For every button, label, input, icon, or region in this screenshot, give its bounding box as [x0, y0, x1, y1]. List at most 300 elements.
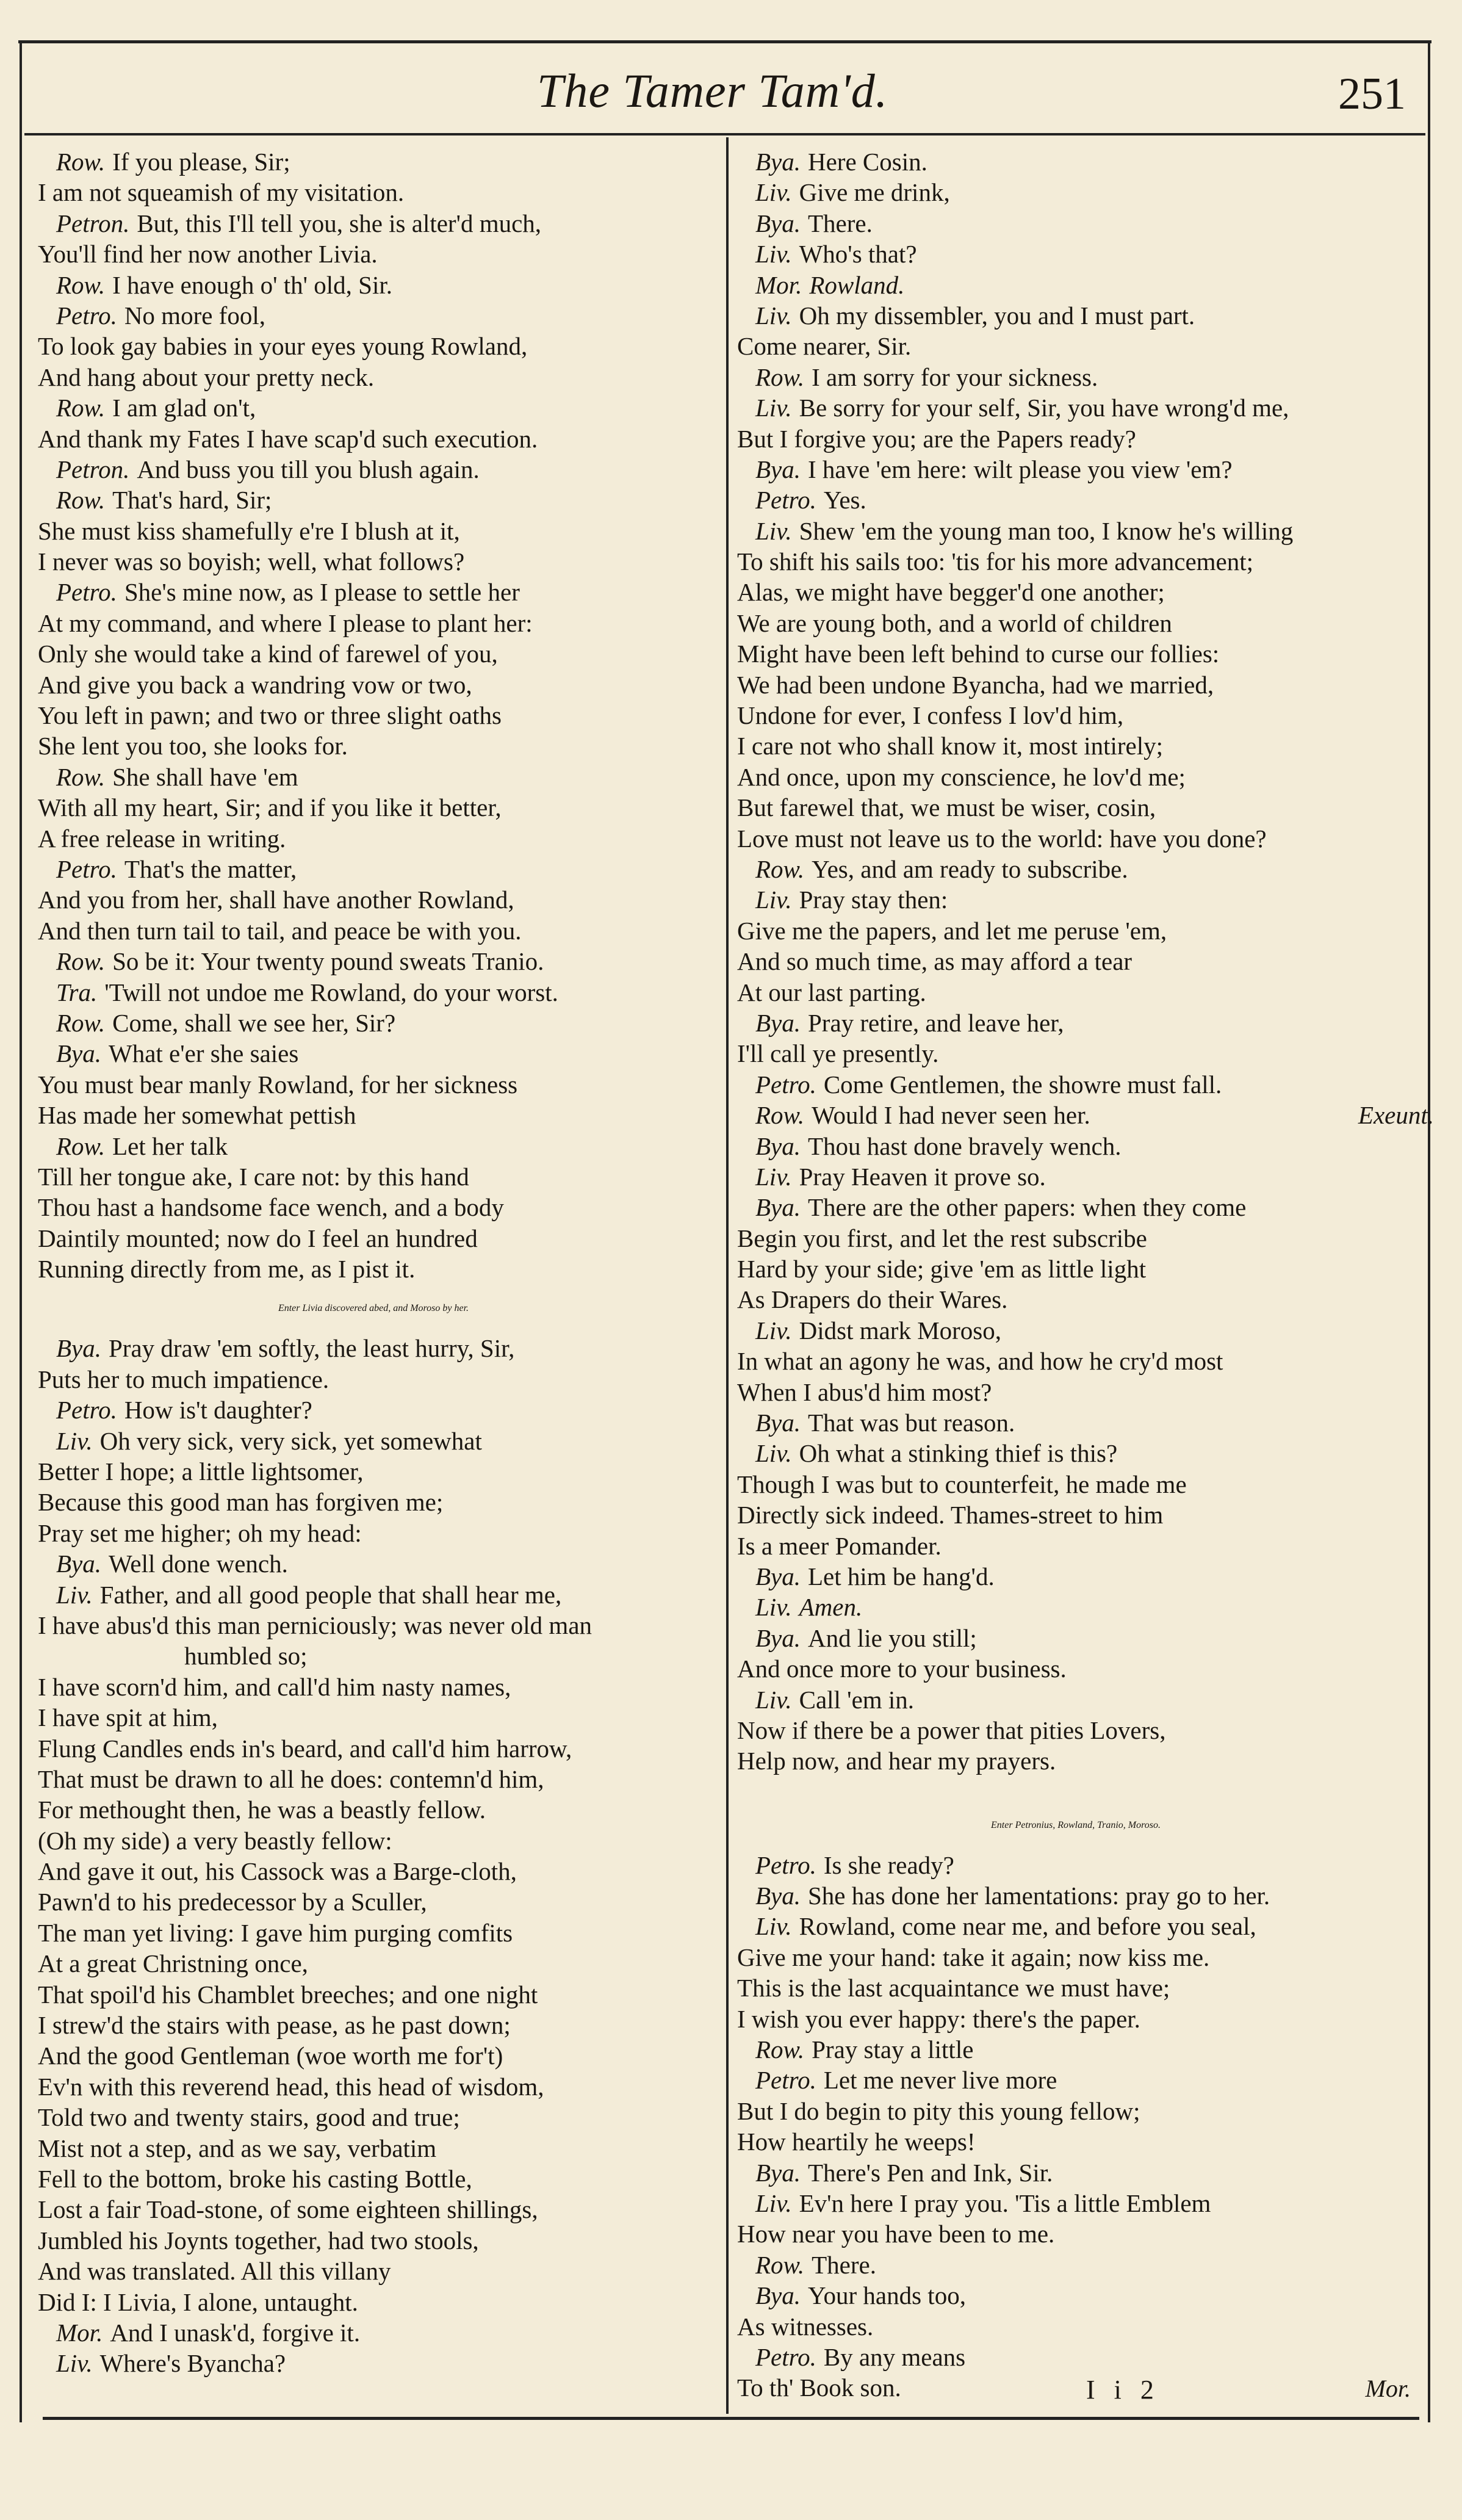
text-line	[737, 1500, 1414, 1530]
line-text: Told two and twenty stairs, good and true;	[38, 2103, 460, 2132]
text-line	[38, 177, 709, 208]
text-line	[737, 1684, 1414, 1715]
text-line	[737, 1254, 1414, 1284]
left-column-lines	[38, 146, 709, 1284]
text-line	[737, 485, 1414, 515]
line-text: I am sorry for your sickness.	[812, 363, 1098, 391]
text-line	[38, 792, 709, 823]
speaker-name: Bya.	[56, 1550, 101, 1578]
text-line	[38, 546, 709, 577]
line-text: I have enough o' th' old, Sir.	[112, 270, 392, 299]
column-divider	[726, 137, 729, 2414]
text-line	[38, 516, 709, 546]
text-line	[38, 1764, 709, 1794]
speaker-name: Petro.	[56, 578, 117, 607]
text-line	[38, 331, 709, 361]
exit-direction: Exeunt.	[1358, 1101, 1434, 1130]
left-column	[38, 146, 709, 2379]
speaker-name: Liv.	[56, 1426, 93, 1455]
line-text: You must bear manly Rowland, for her sickness	[38, 1070, 518, 1099]
line-text: And gave it out, his Cassock was a Barge-cloth,	[38, 1857, 517, 1886]
line-text: She has done her lamentations: pray go to her.	[808, 1882, 1270, 1910]
text-line	[737, 1653, 1414, 1684]
running-title: The Tamer Tam'd.	[537, 64, 888, 117]
line-text: So be it: Your twenty pound sweats Tranio.	[112, 947, 544, 976]
text-line	[38, 1038, 709, 1069]
line-text: Be sorry for your self, Sir, you have wrong'd me,	[799, 394, 1289, 422]
speaker-name: Row.	[56, 1008, 106, 1037]
text-line	[38, 1223, 709, 1254]
text-line	[737, 2219, 1414, 2249]
line-text: As Drapers do their Wares.	[737, 1285, 1008, 1314]
line-text: But farewel that, we must be wiser, cosin,	[737, 793, 1156, 822]
line-text: There's Pen and Ink, Sir.	[808, 2158, 1053, 2187]
text-line	[737, 915, 1414, 946]
speaker-name: Petro.	[755, 486, 816, 514]
line-text: At a great Christning once,	[38, 1949, 308, 1978]
text-line	[38, 946, 709, 977]
text-line	[38, 608, 709, 638]
line-text: That must be drawn to all he does: contemn'd him,	[38, 1764, 544, 1793]
speaker-name: Row.	[755, 854, 805, 883]
line-text: I have spit at him,	[38, 1703, 218, 1732]
text-line	[737, 577, 1414, 607]
text-line	[38, 1702, 709, 1733]
text-line	[737, 1880, 1414, 1911]
speaker-name: Liv.	[755, 1439, 792, 1468]
text-line	[38, 1548, 709, 1579]
line-text: Where's Byancha?	[99, 2349, 286, 2378]
speaker-name: Petro.	[755, 1850, 816, 1879]
line-text: Better I hope; a little lightsomer,	[38, 1457, 364, 1486]
speaker-name: Petro.	[56, 301, 117, 330]
line-text: If you please, Sir;	[112, 148, 290, 176]
line-text: But I forgive you; are the Papers ready?	[737, 424, 1136, 453]
line-text: That's the matter,	[124, 854, 297, 883]
line-text: I'll call ye presently.	[737, 1039, 939, 1068]
text-line	[737, 1315, 1414, 1346]
line-text: Help now, and hear my prayers.	[737, 1747, 1056, 1775]
line-text: Oh very sick, very sick, yet somewhat	[99, 1426, 482, 1455]
line-text: Your hands too,	[808, 2281, 966, 2310]
text-line	[38, 454, 709, 485]
text-line	[737, 1942, 1414, 1973]
text-line	[737, 670, 1414, 700]
speaker-name: Row.	[755, 2250, 805, 2279]
text-line	[737, 2188, 1414, 2219]
speaker-name: Bya.	[755, 1562, 801, 1590]
line-text: Till her tongue ake, I care not: by this hand	[38, 1162, 469, 1191]
speaker-name: Liv.	[755, 240, 792, 269]
line-text: Fell to the bottom, broke his casting Bottle,	[38, 2165, 472, 2193]
text-line	[38, 1979, 709, 2010]
text-line	[38, 485, 709, 515]
line-text: Has made her somewhat pettish	[38, 1101, 356, 1130]
text-line	[38, 1948, 709, 1979]
speaker-name: Bya.	[56, 1334, 101, 1363]
line-text: Is she ready?	[823, 1850, 954, 1879]
line-text: Directly sick indeed. Thames-street to him	[737, 1501, 1164, 1529]
line-text: Thou hast a handsome face wench, and a body	[38, 1193, 504, 1222]
speaker-name: Row.	[56, 270, 106, 299]
line-text: To look gay babies in your eyes young Rowland,	[38, 332, 528, 361]
text-line	[737, 1346, 1414, 1376]
text-line	[737, 1561, 1414, 1592]
speaker-name: Bya.	[755, 209, 801, 237]
text-line	[38, 1856, 709, 1886]
text-line	[38, 1610, 709, 1641]
text-line	[38, 1192, 709, 1222]
text-line	[38, 1794, 709, 1825]
text-line	[38, 762, 709, 792]
frame-right-rule	[1428, 40, 1430, 2422]
speaker-name: Row.	[56, 148, 106, 176]
line-text: And then turn tail to tail, and peace be with you.	[38, 916, 522, 945]
text-line	[38, 2194, 709, 2225]
text-line	[737, 2157, 1414, 2188]
text-line	[38, 1518, 709, 1548]
line-text: Pray stay then:	[799, 886, 948, 914]
line-text: Did I: I Livia, I alone, untaught.	[38, 2287, 358, 2316]
text-line	[737, 1008, 1414, 1038]
line-text: Pawn'd to his predecessor by a Sculler,	[38, 1888, 427, 1916]
line-text: No more fool,	[124, 301, 265, 330]
line-text: Give me drink,	[799, 178, 950, 207]
line-text: Love must not leave us to the world: have you done?	[737, 824, 1267, 853]
text-line	[737, 823, 1414, 854]
text-line	[38, 1100, 709, 1130]
line-text: Oh my dissembler, you and I must part.	[799, 301, 1195, 330]
text-line	[38, 2348, 709, 2378]
line-text: Oh what a stinking thief is this?	[799, 1439, 1118, 1468]
text-line	[737, 638, 1414, 669]
speaker-name: Liv.	[755, 886, 792, 914]
line-text: I never was so boyish; well, what follows?	[38, 547, 465, 576]
line-text: Ev'n here I pray you. 'Tis a little Emblem	[799, 2189, 1211, 2217]
text-line	[38, 1672, 709, 1702]
text-line	[38, 823, 709, 854]
line-text: That's hard, Sir;	[112, 486, 272, 514]
line-text: How heartily he weeps!	[737, 2128, 976, 2156]
line-text: I am glad on't,	[112, 394, 256, 422]
text-line	[737, 731, 1414, 761]
text-line	[737, 1715, 1414, 1746]
text-line	[737, 516, 1414, 546]
line-text: Ev'n with this reverend head, this head of wisdom,	[38, 2072, 544, 2101]
speaker-name: Bya.	[755, 1409, 801, 1437]
text-line	[737, 424, 1414, 454]
speaker-name: Petro.	[755, 2066, 816, 2095]
speaker-name: Petron.	[56, 455, 130, 483]
line-text: I wish you ever happy: there's the paper.	[737, 2004, 1140, 2033]
text-line	[38, 1733, 709, 1764]
line-text: And buss you till you blush again.	[137, 455, 480, 483]
line-text: Might have been left behind to curse our follies:	[737, 640, 1220, 668]
text-line	[38, 1069, 709, 1100]
line-text: Let him be hang'd.	[808, 1562, 995, 1590]
line-text: And you from her, shall have another Rowland,	[38, 886, 514, 914]
text-line	[38, 424, 709, 454]
line-text: There are the other papers: when they come	[808, 1193, 1247, 1222]
speaker-name: Liv.	[755, 516, 792, 545]
line-text: In what an agony he was, and how he cry'd most	[737, 1347, 1223, 1376]
text-line	[737, 208, 1414, 239]
line-text: I have scorn'd him, and call'd him nasty names,	[38, 1672, 511, 1701]
text-line	[737, 1592, 1414, 1622]
line-text: But I do begin to pity this young fellow;	[737, 2096, 1140, 2125]
text-line	[38, 2317, 709, 2348]
speaker-name: Petron.	[56, 209, 130, 237]
text-line	[38, 2102, 709, 2132]
text-line	[38, 1364, 709, 1395]
line-text: Come, shall we see her, Sir?	[112, 1008, 396, 1037]
text-line	[38, 2225, 709, 2256]
text-line	[737, 2372, 1414, 2403]
line-text: Who's that?	[799, 240, 917, 269]
speaker-name: Row.	[56, 947, 106, 976]
line-text: Begin you first, and let the rest subscribe	[737, 1224, 1147, 1252]
line-text: And lie you still;	[808, 1623, 977, 1652]
line-text: This is the last acquaintance we must have;	[737, 1974, 1170, 2002]
line-text: At our last parting.	[737, 978, 926, 1006]
line-text: Undone for ever, I confess I lov'd him,	[737, 701, 1124, 730]
line-text: Is a meer Pomander.	[737, 1531, 942, 1560]
speaker-name: Bya.	[755, 1193, 801, 1222]
text-line	[38, 1254, 709, 1284]
text-line	[38, 270, 709, 300]
speaker-name: Bya.	[755, 1623, 801, 1652]
speaker-name: Liv.	[755, 1685, 792, 1714]
text-line	[38, 2010, 709, 2040]
speaker-name: Petro.	[56, 854, 117, 883]
text-line	[38, 1825, 709, 1856]
speaker-name: Liv.	[755, 2189, 792, 2217]
text-line	[38, 638, 709, 669]
text-line	[38, 2071, 709, 2102]
text-line	[38, 1161, 709, 1192]
line-text: To th' Book son.	[737, 2374, 901, 2402]
speaker-name: Liv.	[755, 1316, 792, 1345]
line-text: She shall have 'em	[112, 762, 298, 791]
text-line	[38, 1333, 709, 1363]
text-line	[737, 1850, 1414, 1880]
speaker-name: Petro.	[755, 1070, 816, 1099]
line-text: Pray stay a little	[812, 2035, 974, 2064]
line-text: Pray set me higher; oh my head:	[38, 1518, 362, 1547]
text-line	[38, 1886, 709, 1917]
line-text: Yes.	[823, 486, 866, 514]
text-line	[38, 1008, 709, 1038]
speaker-name: Liv.	[755, 1912, 792, 1941]
text-line	[38, 700, 709, 731]
signature-mark: I i 2	[1086, 2375, 1160, 2405]
text-line	[737, 2034, 1414, 2065]
text-line	[737, 1192, 1414, 1222]
text-line	[737, 300, 1414, 331]
speaker-name: Row.	[755, 2035, 805, 2064]
text-line	[737, 362, 1414, 392]
text-line	[737, 1161, 1414, 1192]
line-text: Rowland.	[809, 270, 905, 299]
line-text: Flung Candles ends in's beard, and call'd him harrow,	[38, 1734, 572, 1763]
line-text: That was but reason.	[808, 1409, 1015, 1437]
text-line	[38, 2040, 709, 2071]
text-line	[38, 2133, 709, 2164]
text-line	[38, 1395, 709, 1425]
catchword: Mor.	[1365, 2375, 1411, 2402]
text-line	[737, 331, 1414, 361]
text-line	[737, 2004, 1414, 2034]
text-line	[38, 1426, 709, 1456]
text-line	[737, 1284, 1414, 1315]
speaker-name: Bya.	[755, 1008, 801, 1037]
page-number: 251	[1338, 69, 1406, 119]
text-line	[737, 792, 1414, 823]
text-line	[38, 392, 709, 423]
line-text: And hang about your pretty neck.	[38, 363, 375, 391]
text-line	[737, 2342, 1414, 2372]
text-line	[737, 1223, 1414, 1254]
line-text: She must kiss shamefully e're I blush at it,	[38, 516, 460, 545]
speaker-name: Liv.	[56, 1580, 93, 1609]
line-text: That spoil'd his Chamblet breeches; and one night	[38, 1980, 538, 2009]
left-column-lines-2	[38, 1333, 709, 2378]
text-line	[737, 2311, 1414, 2342]
line-text: Now if there be a power that pities Lovers,	[737, 1716, 1166, 1744]
line-text: And once more to your business.	[737, 1655, 1067, 1683]
line-text: Pray draw 'em softly, the least hurry, Sir,	[109, 1334, 515, 1363]
line-text: Running directly from me, as I pist it.	[38, 1255, 416, 1283]
line-text: Thou hast done bravely wench.	[808, 1132, 1122, 1160]
line-text: I have abus'd this man perniciously; was never old man	[38, 1611, 592, 1639]
line-text: And the good Gentleman (woe worth me for't)	[38, 2042, 503, 2070]
text-line	[38, 239, 709, 269]
line-text: Pray Heaven it prove so.	[799, 1162, 1046, 1191]
text-line	[737, 454, 1414, 485]
frame-top-rule	[18, 40, 1431, 43]
line-text: And give you back a wandring vow or two,	[38, 670, 472, 699]
line-text: For methought then, he was a beastly fellow.	[38, 1796, 486, 1824]
line-text: Only she would take a kind of farewel of you,	[38, 640, 498, 668]
speaker-name: Liv.	[755, 301, 792, 330]
line-text: Mist not a step, and as we say, verbatim	[38, 2134, 437, 2162]
speaker-name: Liv.	[755, 1593, 792, 1622]
text-line	[737, 177, 1414, 208]
line-text: And was translated. All this villany	[38, 2257, 391, 2286]
text-line	[737, 239, 1414, 269]
line-text: Yes, and am ready to subscribe.	[812, 854, 1128, 883]
text-line	[737, 884, 1414, 915]
line-text: How near you have been to me.	[737, 2220, 1055, 2248]
text-line	[38, 300, 709, 331]
line-text: She lent you too, she looks for.	[38, 732, 348, 760]
line-text: Puts her to much impatience.	[38, 1365, 329, 1393]
speaker-name: Bya.	[755, 1132, 801, 1160]
line-text: I have 'em here: wilt please you view 'em?	[808, 455, 1233, 483]
text-line	[737, 1069, 1414, 1100]
text-line	[737, 1131, 1414, 1161]
text-line	[38, 1456, 709, 1487]
frame-left-rule	[20, 40, 22, 2422]
line-text: Daintily mounted; now do I feel an hundred	[38, 1224, 478, 1252]
text-line	[737, 2065, 1414, 2095]
speaker-name: Liv.	[755, 394, 792, 422]
text-line	[737, 1038, 1414, 1069]
right-column-lines	[737, 146, 1434, 1777]
line-text: Didst mark Moroso,	[799, 1316, 1002, 1345]
text-line	[737, 1911, 1414, 1941]
text-line	[737, 762, 1414, 792]
right-column-lines-2	[737, 1850, 1414, 2403]
text-line	[38, 670, 709, 700]
speaker-name: Row.	[56, 394, 106, 422]
text-line	[737, 1531, 1414, 1561]
speaker-name: Bya.	[755, 2281, 801, 2310]
line-text: (Oh my side) a very beastly fellow:	[38, 1826, 392, 1855]
line-text: Because this good man has forgiven me;	[38, 1488, 444, 1517]
speaker-name: Liv.	[755, 1162, 792, 1191]
line-text: Well done wench.	[109, 1550, 288, 1578]
line-text: There.	[812, 2250, 876, 2279]
text-line	[737, 700, 1414, 731]
text-line	[38, 1580, 709, 1610]
line-text: How is't daughter?	[124, 1396, 312, 1424]
line-text: You'll find her now another Livia.	[38, 240, 378, 269]
speaker-name: Liv.	[755, 178, 792, 207]
stage-direction-right: Enter Petronius, Rowland, Tranio, Moroso.	[991, 1819, 1161, 1830]
speaker-name: Liv.	[56, 2349, 93, 2378]
text-line	[38, 731, 709, 761]
text-line	[38, 1487, 709, 1517]
speaker-name: Mor.	[56, 2318, 103, 2347]
speaker-name: Row.	[56, 762, 106, 791]
line-text: A free release in writing.	[38, 824, 286, 853]
speaker-name: Bya.	[56, 1039, 101, 1068]
text-line	[38, 2287, 709, 2317]
line-text: I am not squeamish of my visitation.	[38, 178, 405, 207]
speaker-name: Mor.	[755, 270, 802, 299]
line-text: By any means	[823, 2342, 966, 2371]
text-line	[737, 2096, 1414, 2126]
text-line	[38, 854, 709, 884]
line-text: And once, upon my conscience, he lov'd me;	[737, 762, 1186, 791]
speaker-name: Bya.	[755, 1882, 801, 1910]
line-text: Let her talk	[112, 1132, 228, 1160]
line-text: And I unask'd, forgive it.	[110, 2318, 361, 2347]
text-line	[737, 2280, 1414, 2311]
text-line	[737, 1973, 1414, 2003]
speaker-name: Petro.	[56, 1396, 117, 1424]
line-text: I care not who shall know it, most intirely;	[737, 732, 1164, 760]
line-text: Let me never live more	[823, 2066, 1057, 2095]
line-text: Though I was but to counterfeit, he made me	[737, 1470, 1187, 1498]
text-line	[737, 1377, 1414, 1407]
line-text: Rowland, come near me, and before you seal,	[799, 1912, 1256, 1941]
line-text: When I abus'd him most?	[737, 1377, 992, 1406]
speaker-name: Row.	[755, 1101, 805, 1130]
line-text: And thank my Fates I have scap'd such execution.	[38, 424, 538, 453]
line-text: 'Twill not undoe me Rowland, do your worst.	[104, 978, 558, 1006]
text-line	[737, 392, 1414, 423]
line-text: Amen.	[799, 1593, 863, 1622]
text-line	[737, 854, 1414, 884]
line-text: But, this I'll tell you, she is alter'd much,	[137, 209, 542, 237]
speaker-name: Bya.	[755, 2158, 801, 2187]
line-text: As witnesses.	[737, 2312, 874, 2341]
text-line	[737, 1469, 1414, 1500]
speaker-name: Tra.	[56, 978, 98, 1006]
text-line	[38, 1131, 709, 1161]
